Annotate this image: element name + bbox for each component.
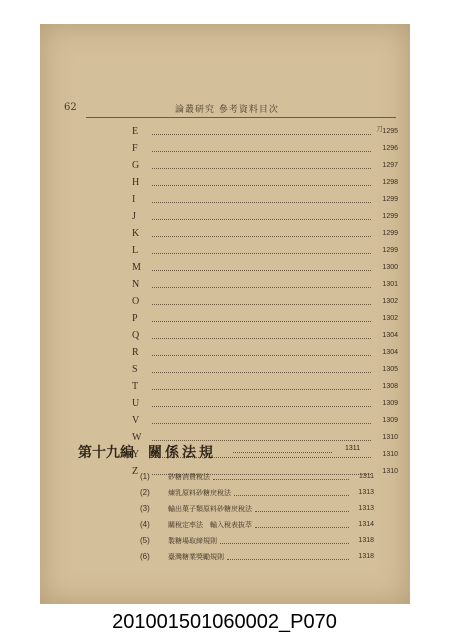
leader-dots (152, 195, 371, 203)
sub-entry-page: 1314 (358, 521, 374, 528)
index-page: 1301 (382, 280, 398, 288)
index-letter: Q (132, 329, 140, 341)
index-page: 1310 (382, 433, 398, 441)
index-row (132, 311, 398, 325)
index-page: 1310 (382, 450, 398, 458)
index-page: 1302 (382, 297, 398, 305)
leader-dots (152, 348, 371, 356)
chapter-prefix: 第十九編 (78, 445, 134, 461)
index-letter: R (132, 346, 139, 358)
leader-dots (152, 144, 371, 152)
index-letter: H (132, 176, 140, 188)
leader-dots (152, 297, 371, 305)
chapter-heading (78, 442, 360, 462)
leader-dots (152, 161, 371, 169)
index-page: 1297 (382, 161, 398, 169)
index-page: 1304 (382, 348, 398, 356)
index-row (132, 175, 398, 189)
index-row (132, 243, 398, 257)
index-row (132, 158, 398, 172)
index-letter: O (132, 295, 140, 307)
sub-entry-title: 砂糖消費稅法 (168, 472, 210, 481)
sub-entry (140, 534, 374, 547)
index-letter: K (132, 227, 140, 239)
sub-entry-page: 1318 (358, 553, 374, 560)
sub-entry-page: 1318 (358, 537, 374, 544)
leader-dots (152, 178, 371, 186)
sub-entry-title: 關稅定率法 輸入稅表抜萃 (168, 520, 252, 529)
leader-dots (152, 229, 371, 237)
index-page: 1298 (382, 178, 398, 186)
leader-dots (152, 382, 371, 390)
index-letter: N (132, 278, 140, 290)
index-letter: U (132, 397, 140, 409)
leader-dots (152, 433, 371, 441)
index-row (132, 209, 398, 223)
sub-entry-title: 臺灣糖業獎勵規則 (168, 552, 224, 561)
leader-dots (152, 416, 371, 424)
index-letter: M (132, 261, 141, 273)
leader-dots (152, 246, 371, 254)
index-page: 1310 (382, 467, 398, 475)
sub-entry-page: 1313 (358, 489, 374, 496)
leader-dots (152, 365, 371, 373)
corner-mark: 刀 (376, 125, 383, 133)
sub-entry-number: (5) (140, 536, 150, 545)
sub-entry-title: 製糖場取締規則 (168, 536, 217, 545)
index-page: 1308 (382, 382, 398, 390)
leader-dots (152, 127, 371, 135)
index-row (132, 124, 398, 138)
index-page: 1305 (382, 365, 398, 373)
index-letter: L (132, 244, 139, 256)
leader-dots (234, 489, 349, 496)
index-page: 1299 (382, 212, 398, 220)
index-page: 1300 (382, 263, 398, 271)
sub-entry (140, 550, 374, 563)
index-page: 1299 (382, 229, 398, 237)
leader-dots (152, 399, 371, 407)
index-letter: S (132, 363, 138, 375)
sub-entry (140, 470, 374, 483)
leader-dots (233, 452, 332, 453)
header-rule (86, 117, 396, 118)
index-row (132, 362, 398, 376)
index-row (132, 328, 398, 342)
sub-entry (140, 486, 374, 499)
index-row (132, 294, 398, 308)
leader-dots (255, 521, 349, 528)
index-page: 1304 (382, 331, 398, 339)
index-page: 1295 (382, 127, 398, 135)
index-letter: Y (132, 448, 140, 460)
index-row (132, 345, 398, 359)
index-page: 1299 (382, 246, 398, 254)
leader-dots (152, 314, 371, 322)
leader-dots (255, 505, 349, 512)
index-page: 1309 (382, 399, 398, 407)
image-caption: 201001501060002_P070 (112, 611, 337, 633)
index-letter: F (132, 142, 138, 154)
index-row (132, 379, 398, 393)
document-page (40, 24, 410, 604)
chapter-page: 1311 (344, 445, 360, 452)
running-header: 論叢研究 參考資料目次 (175, 105, 279, 115)
index-letter: G (132, 159, 140, 171)
sub-entry-number: (3) (140, 504, 150, 513)
sub-entry-number: (1) (140, 472, 150, 481)
index-letter: V (132, 414, 140, 426)
index-letter: T (132, 380, 139, 392)
sub-entry-title: 煉乳原料砂糖戻稅法 (168, 488, 231, 497)
page-number: 62 (64, 102, 77, 113)
index-page: 1296 (382, 144, 398, 152)
sub-entry-page: 1311 (358, 473, 374, 480)
chapter-title: 關係法規 (148, 445, 216, 461)
sub-entry-number: (6) (140, 552, 150, 561)
index-letter: E (132, 125, 139, 137)
index-row (132, 226, 398, 240)
index-letter: Z (132, 465, 139, 477)
sub-entry (140, 518, 374, 531)
sub-entry (140, 502, 374, 515)
sub-entry-title: 輸出菓子類原料砂糖戻稅法 (168, 504, 252, 513)
index-row (132, 396, 398, 410)
sub-entry-number: (2) (140, 488, 150, 497)
index-row (132, 277, 398, 291)
index-page: 1302 (382, 314, 398, 322)
sub-entry-number: (4) (140, 520, 150, 529)
index-row (132, 413, 398, 427)
leader-dots (227, 553, 349, 560)
leader-dots (152, 263, 371, 271)
leader-dots (152, 280, 371, 288)
leader-dots (213, 473, 349, 480)
index-letter: P (132, 312, 138, 324)
index-page: 1299 (382, 195, 398, 203)
index-row (132, 141, 398, 155)
index-letter: I (132, 193, 136, 205)
leader-dots (152, 212, 371, 220)
leader-dots (152, 331, 371, 339)
index-page: 1309 (382, 416, 398, 424)
index-letter: J (132, 210, 136, 222)
index-letter: W (132, 431, 142, 443)
index-row (132, 260, 398, 274)
sub-entry-page: 1313 (358, 505, 374, 512)
leader-dots (220, 537, 349, 544)
index-row (132, 192, 398, 206)
